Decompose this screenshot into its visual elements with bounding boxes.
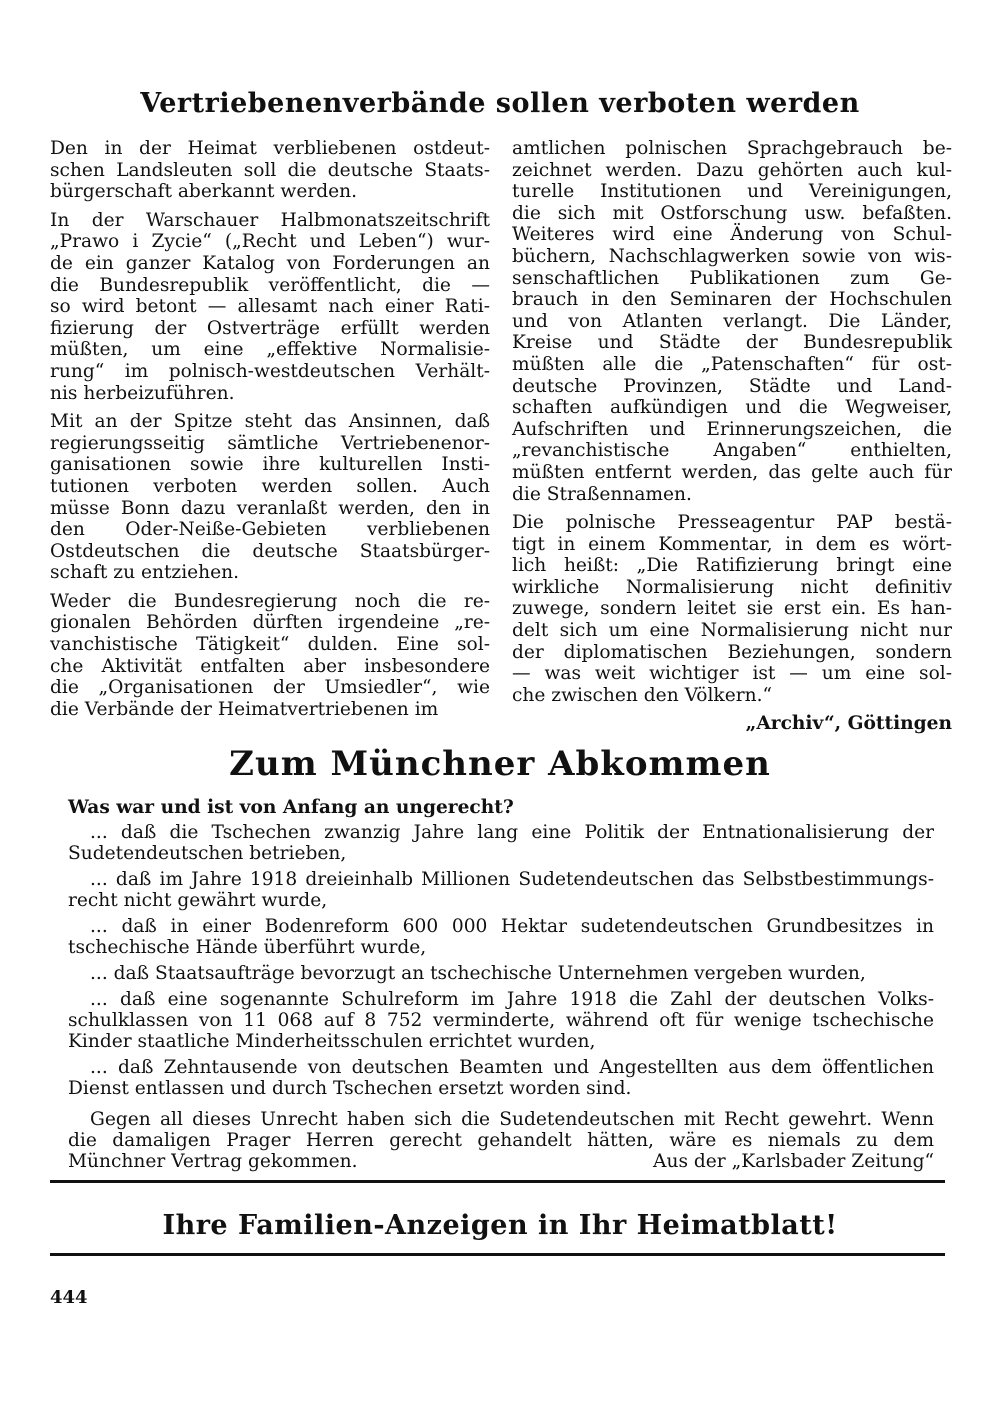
text-line: che Aktivität entfalten aber insbesondere [50, 655, 490, 677]
text-line: und von Atlanten verlangt. Die Länder, [512, 310, 952, 332]
text-line: recht nicht gewährt wurde, [68, 890, 328, 911]
text-line: Den in der Heimat verbliebenen ostdeut- [50, 138, 490, 159]
text-line: Aufschriften und Erinnerungszeichen, die [512, 418, 952, 440]
text-line: Ostdeutschen die deutsche Staatsbürger- [50, 540, 490, 562]
article2-question: Was war und ist von Anfang an ungerecht? [68, 797, 514, 818]
text-line: die damaligen Prager Herren gerecht gehandelt hätten, wäre es niemals zu dem [68, 1130, 934, 1151]
text-line: ... daß im Jahre 1918 dreieinhalb Millionen Sudetendeutschen das Selbstbestimmungs- [90, 869, 934, 890]
text-line: ... daß Staatsaufträge bevorzugt an tschechische Unternehmen vergeben wurden, [90, 963, 866, 984]
list-item [68, 869, 934, 911]
text-line: Weiteres wird eine Änderung von Schul- [512, 224, 952, 246]
list-item [68, 989, 934, 1052]
closing-last-line [68, 1151, 934, 1172]
text-line: der diplomatischen Beziehungen, sondern [512, 641, 952, 663]
text-line: wirkliche Normalisierung nicht definitiv [512, 576, 952, 598]
paragraph [50, 591, 490, 721]
text-line: ... daß die Tschechen zwanzig Jahre lang eine Politik der Entnationalisierung der [90, 822, 934, 843]
paragraph [512, 512, 952, 706]
text-line: den Oder-Neiße-Gebieten verbliebenen [50, 519, 490, 541]
text-line: die Straßennamen. [512, 483, 692, 505]
advert-banner: Ihre Familien-Anzeigen in Ihr Heimatblatt! [162, 1210, 838, 1241]
text-line: bürgerschaft aberkannt werden. [50, 181, 358, 203]
text-line: die „Organisationen der Umsiedler“, wie [50, 677, 490, 699]
article2-title: Zum Münchner Abkommen [229, 744, 771, 784]
text-line: büchern, Nachschlagwerken sowie von wis- [512, 245, 952, 267]
article1-right-column [512, 138, 952, 735]
text-line: che zwischen den Völkern.“ [512, 684, 772, 706]
text-line: amtlichen polnischen Sprachgebrauch be- [512, 138, 952, 159]
text-line: so wird betont — allesamt nach einer Rati- [50, 296, 490, 318]
list-item [68, 1057, 934, 1099]
text-line: „Prawo i Zycie“ („Recht und Leben“) wur- [50, 231, 490, 253]
text-line: deutsche Provinzen, Städte und Land- [512, 375, 952, 397]
text-line: — was weit wichtiger ist — um eine sol- [512, 663, 952, 685]
text-line: Sudetendeutschen betrieben, [68, 843, 347, 864]
article2-source: Aus der „Karlsbader Zeitung“ [653, 1151, 934, 1172]
list-item [68, 963, 934, 984]
text-line: ganisationen sowie ihre kulturellen Insti- [50, 454, 490, 476]
text-line: lich heißt: „Die Ratifizierung bringt eine [512, 555, 952, 577]
list-item [68, 822, 934, 864]
text-line: zuwege, sondern leitet sie erst ein. Es han- [512, 598, 952, 620]
text-line: Kinder staatliche Minderheitsschulen errichtet wurden, [68, 1031, 596, 1052]
text-line: tigt in einem Kommentar, in dem es wört- [512, 533, 952, 555]
text-line: schulklassen von 11 068 auf 8 752 verminderte, während oft für wenige tschechische [68, 1010, 934, 1031]
divider-top [50, 1180, 945, 1183]
text-line: fizierung der Ostverträge erfüllt werden [50, 317, 490, 339]
text-line: Mit an der Spitze steht das Ansinnen, daß [50, 411, 490, 433]
text-line: turelle Institutionen und Vereinigungen, [512, 181, 952, 203]
paragraph [50, 411, 490, 584]
text-line: müsse Bonn dazu veranlaßt werden, den in [50, 497, 490, 519]
text-line: schaft zu entziehen. [50, 562, 240, 584]
paragraph [512, 138, 952, 505]
text-line: brauch in den Seminaren der Hochschulen [512, 289, 952, 311]
text-line: zeichnet werden. Dazu gehörten auch kul- [512, 159, 952, 181]
text-line: gionalen Behörden dürften irgendeine „re- [50, 612, 490, 634]
closing-paragraph [68, 1109, 934, 1172]
article1-left-column [50, 138, 490, 727]
text-line: vanchistische Tätigkeit“ dulden. Eine sol- [50, 634, 490, 656]
text-line: „revanchistische Angaben“ enthielten, [512, 440, 952, 462]
article1-title: Vertriebenenverbände sollen verboten werden [140, 88, 860, 119]
text-line: In der Warschauer Halbmonatszeitschrift [50, 209, 490, 231]
text-line: schen Landsleuten soll die deutsche Staats- [50, 159, 490, 181]
text-line: Kreise und Städte der Bundesrepublik [512, 332, 952, 354]
article1-source: „Archiv“, Göttingen [745, 713, 952, 735]
divider-bottom [50, 1253, 945, 1256]
text-line: tschechische Hände überführt wurde, [68, 937, 427, 958]
text-line: schaften aufkündigen und die Wegweiser, [512, 397, 952, 419]
text-line: Gegen all dieses Unrecht haben sich die Sudetendeutschen mit Recht gewehrt. Wenn [90, 1109, 934, 1130]
text-line: nis herbeizuführen. [50, 382, 235, 404]
text-line: ... daß Zehntausende von deutschen Beamten und Angestellten aus dem öffentlichen [90, 1057, 934, 1078]
text-line: Die polnische Presseagentur PAP bestä- [512, 512, 952, 534]
text-line: ... daß in einer Bodenreform 600 000 Hektar sudetendeutschen Grundbesitzes in [90, 916, 934, 937]
text-line: delt sich um eine Normalisierung nicht nur [512, 620, 952, 642]
text-line: Dienst entlassen und durch Tschechen ersetzt worden sind. [68, 1078, 632, 1099]
text-line: ... daß eine sogenannte Schulreform im Jahre 1918 die Zahl der deutschen Volks- [90, 989, 934, 1010]
text-line: müßten alle die „Patenschaften“ für ost- [512, 353, 952, 375]
article2-body [68, 822, 934, 1172]
page-number: 444 [50, 1287, 88, 1308]
paragraph [50, 138, 490, 203]
text-line: die sich mit Ostforschung usw. befaßten. [512, 202, 952, 224]
text-line: Münchner Vertrag gekommen. [68, 1151, 358, 1172]
text-line: müßten, um eine „effektive Normalisie- [50, 339, 490, 361]
list-item [68, 916, 934, 958]
text-line: Weder die Bundesregierung noch die re- [50, 590, 490, 612]
text-line: rung“ im polnisch-westdeutschen Verhält- [50, 360, 490, 382]
text-line: regierungsseitig sämtliche Vertriebenenor- [50, 432, 490, 454]
text-line: müßten entfernt werden, das gelte auch für [512, 461, 952, 483]
text-line: de ein ganzer Katalog von Forderungen an [50, 252, 490, 274]
text-line: die Verbände der Heimatvertriebenen im [50, 698, 439, 720]
text-line: senschaftlichen Publikationen zum Ge- [512, 267, 952, 289]
paragraph [50, 210, 490, 404]
text-line: die Bundesrepublik veröffentlicht, die — [50, 274, 490, 296]
text-line: tutionen verboten werden sollen. Auch [50, 475, 490, 497]
